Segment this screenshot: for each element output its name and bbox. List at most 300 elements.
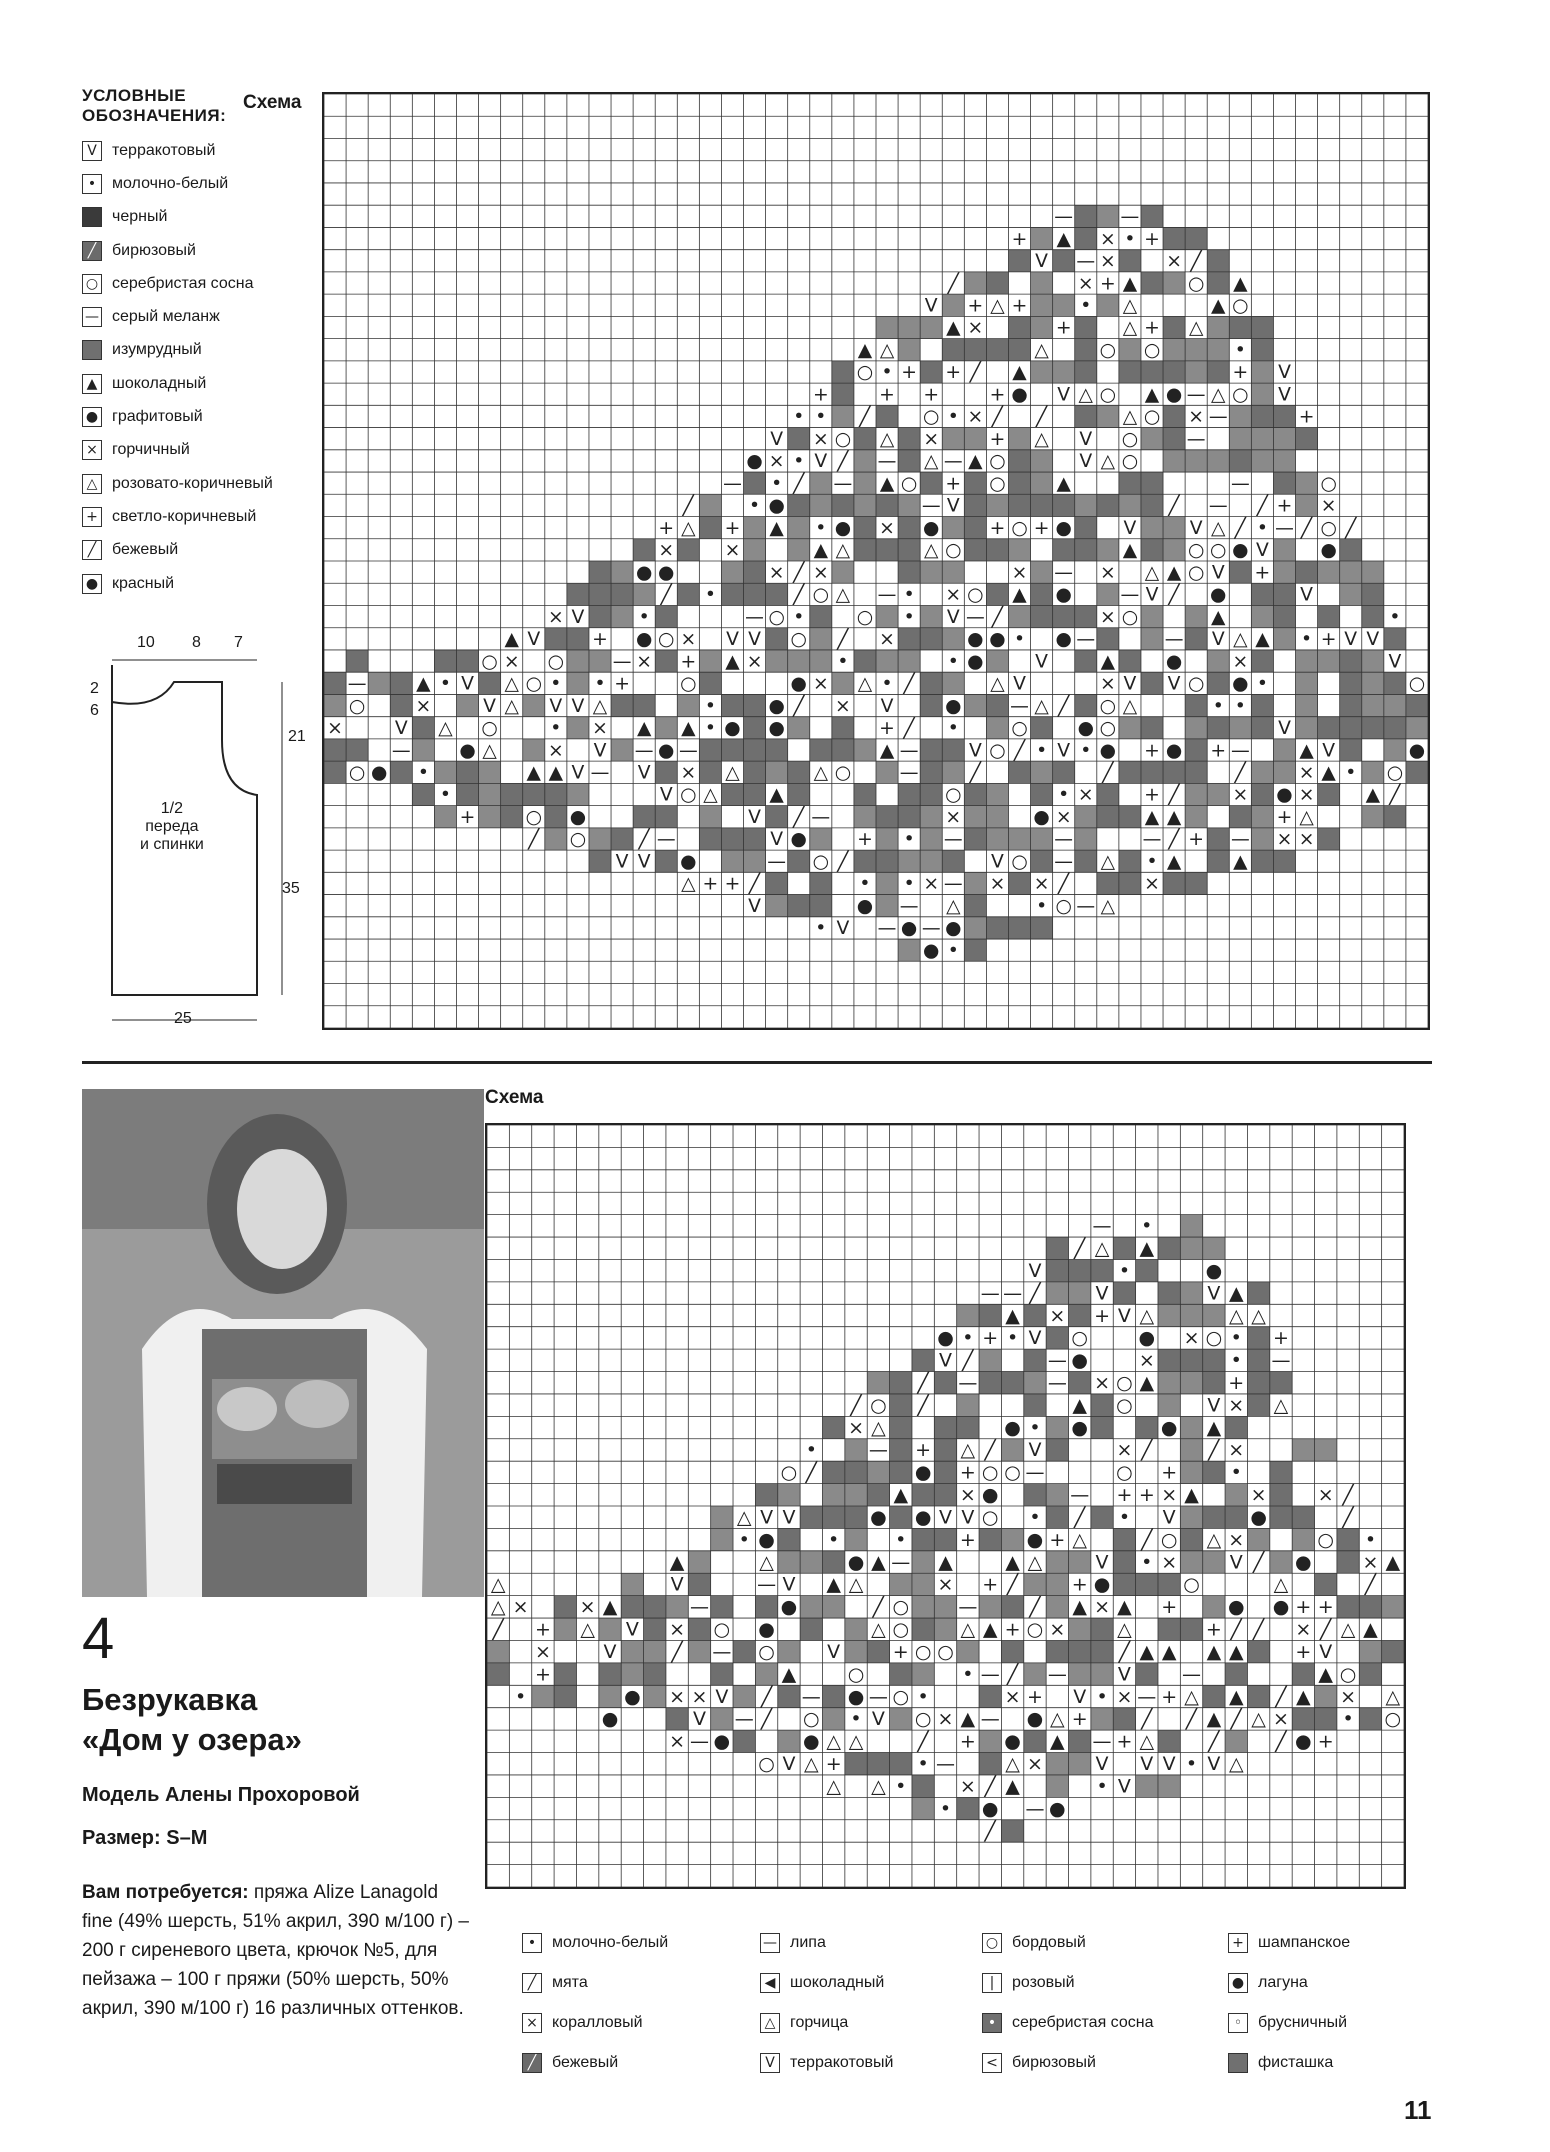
chart-cell-symbol: × bbox=[848, 1416, 864, 1439]
chart-cell-symbol: ▲ bbox=[548, 762, 564, 784]
chart-cell bbox=[942, 739, 964, 761]
chart-cell-symbol: △ bbox=[1299, 806, 1314, 828]
chart-cell bbox=[1318, 828, 1340, 850]
chart-cell bbox=[1207, 450, 1229, 472]
chart-cell bbox=[854, 428, 876, 450]
legend-label: серебристая сосна bbox=[1012, 2014, 1154, 2031]
legend-top-list bbox=[82, 134, 312, 600]
chart-cell-symbol: ▲ bbox=[1318, 1663, 1334, 1686]
chart-cell bbox=[1024, 1730, 1046, 1752]
chart-cell-symbol: × bbox=[592, 718, 608, 740]
chart-cell-symbol: — bbox=[1164, 629, 1184, 651]
chart-cell bbox=[1340, 539, 1362, 561]
chart-cell-symbol: △ bbox=[736, 1506, 752, 1529]
chart-cell bbox=[1203, 1506, 1225, 1528]
chart-cell-symbol: • bbox=[1118, 1259, 1131, 1282]
chart-cell-symbol: V bbox=[1300, 584, 1313, 606]
chart-cell bbox=[699, 806, 721, 828]
chart-cell-symbol: △ bbox=[504, 695, 519, 717]
chart-cell bbox=[876, 806, 898, 828]
chart-cell bbox=[1362, 650, 1384, 672]
chart-cell-symbol: × bbox=[812, 562, 829, 584]
chart-cell-symbol: • bbox=[1080, 295, 1092, 317]
chart-cell bbox=[1008, 917, 1030, 939]
legend-label: брусничный bbox=[1258, 2014, 1348, 2031]
chart-cell bbox=[1340, 739, 1362, 761]
chart-cell-symbol: ● bbox=[758, 1528, 775, 1551]
chart-cell bbox=[1273, 605, 1295, 627]
chart-cell bbox=[545, 828, 567, 850]
chart-cell bbox=[554, 1685, 576, 1707]
chart-cell bbox=[1075, 405, 1097, 427]
chart-cell bbox=[822, 1596, 844, 1618]
legend-label: бирюзовый bbox=[112, 241, 196, 259]
chart-cell bbox=[890, 1663, 912, 1685]
chart-cell bbox=[611, 694, 633, 716]
chart-cell bbox=[1318, 561, 1340, 583]
chart-cell-symbol: ● bbox=[1026, 1708, 1044, 1731]
chart-cell bbox=[1091, 1506, 1113, 1528]
chart-cell bbox=[986, 650, 1008, 672]
chart-cell bbox=[1251, 450, 1273, 472]
legend-label: терракотовый bbox=[112, 141, 216, 159]
chart-cell bbox=[1141, 605, 1163, 627]
chart-cell-symbol: V bbox=[571, 606, 585, 628]
chart-cell bbox=[655, 850, 677, 872]
chart-cell-symbol: V bbox=[1322, 740, 1336, 762]
chart-cell bbox=[845, 1640, 867, 1662]
chart-cell bbox=[1185, 339, 1207, 361]
chart-cell bbox=[699, 672, 721, 694]
chart-cell-symbol: + bbox=[1161, 1461, 1178, 1484]
chart-cell-symbol: • bbox=[1230, 1327, 1242, 1350]
dim-8: 8 bbox=[192, 634, 201, 651]
chart-cell-symbol: — bbox=[678, 740, 698, 762]
chart-cell-symbol: • bbox=[837, 651, 849, 673]
chart-cell-symbol: • bbox=[749, 495, 761, 517]
chart-cell-symbol: × bbox=[1011, 562, 1028, 584]
chart-cell-symbol: — bbox=[877, 584, 897, 606]
legend-title: УСЛОВНЫЕ ОБОЗНАЧЕНИЯ: bbox=[82, 86, 227, 125]
chart-cell bbox=[434, 806, 456, 828]
chart-cell-symbol: — bbox=[943, 451, 963, 473]
chart-cell bbox=[744, 717, 766, 739]
chart-cell-symbol: × bbox=[1049, 1618, 1066, 1641]
chart-cell-symbol: ╱ bbox=[917, 1730, 929, 1753]
chart-cell-symbol: — bbox=[1208, 406, 1228, 428]
chart-cell bbox=[964, 517, 986, 539]
chart-cell bbox=[1075, 517, 1097, 539]
chart-cell-symbol: × bbox=[1116, 1685, 1133, 1708]
chart-cell bbox=[832, 383, 854, 405]
chart-cell-symbol: • bbox=[1212, 695, 1224, 717]
legend-symbol-icon: • bbox=[522, 1933, 542, 1953]
chart-cell-symbol: △ bbox=[1094, 1237, 1110, 1260]
chart-cell-symbol: ● bbox=[768, 718, 785, 740]
chart-cell bbox=[1158, 1573, 1180, 1595]
legend-label: бирюзовый bbox=[1012, 2054, 1096, 2071]
legend-label: бежевый bbox=[112, 541, 179, 559]
chart-cell bbox=[699, 761, 721, 783]
chart-cell-symbol: — bbox=[868, 1439, 888, 1462]
chart-cell-symbol: △ bbox=[1034, 339, 1049, 361]
chart-cell bbox=[644, 1640, 666, 1662]
chart-cell bbox=[711, 1708, 733, 1730]
chart-cell bbox=[920, 850, 942, 872]
chart-cell bbox=[1225, 1416, 1247, 1438]
chart-cell bbox=[611, 561, 633, 583]
chart-cell bbox=[1024, 1573, 1046, 1595]
chart-cell bbox=[912, 1573, 934, 1595]
chart-cell bbox=[1251, 605, 1273, 627]
chart-cell-symbol: × bbox=[1228, 1394, 1245, 1417]
chart-cell-symbol: — bbox=[1054, 562, 1074, 584]
chart-cell-symbol: + bbox=[1071, 1573, 1088, 1596]
chart-cell-symbol: + bbox=[1161, 1685, 1178, 1708]
chart-cell-symbol: V bbox=[748, 895, 761, 917]
chart-cell bbox=[964, 494, 986, 516]
chart-cell bbox=[964, 539, 986, 561]
chart-cell-symbol: ● bbox=[1232, 540, 1249, 562]
chart-cell bbox=[800, 1551, 822, 1573]
chart-cell bbox=[1340, 561, 1362, 583]
chart-cell-symbol: • bbox=[805, 1439, 817, 1462]
chart-cell-symbol: ╱ bbox=[1058, 695, 1070, 717]
chart-cell-symbol: + bbox=[945, 362, 962, 384]
chart-cell-symbol: — bbox=[958, 1372, 978, 1395]
chart-cell bbox=[1053, 294, 1075, 316]
chart-cell-symbol: — bbox=[1054, 851, 1074, 873]
chart-cell bbox=[890, 1506, 912, 1528]
chart-cell-symbol: ╱ bbox=[969, 762, 982, 784]
chart-cell bbox=[733, 1730, 755, 1752]
chart-cell-symbol: ▲ bbox=[781, 1663, 797, 1686]
chart-cell-symbol: ╱ bbox=[682, 495, 694, 517]
chart-cell-symbol: — bbox=[1010, 695, 1029, 717]
chart-cell-symbol: V bbox=[1319, 1640, 1333, 1663]
chart-cell bbox=[567, 628, 589, 650]
chart-cell-symbol: ╱ bbox=[793, 584, 805, 606]
chart-cell-symbol: ● bbox=[1093, 1573, 1111, 1596]
chart-cell-symbol: ╱ bbox=[1234, 517, 1246, 539]
legend-bottom-item bbox=[1228, 1925, 1442, 1961]
chart-cell bbox=[832, 405, 854, 427]
chart-cell bbox=[688, 1640, 710, 1662]
chart-cell-symbol: △ bbox=[1122, 695, 1138, 717]
chart-cell-symbol: + bbox=[1254, 562, 1271, 584]
chart-cell-symbol: ╱ bbox=[1006, 1663, 1019, 1686]
chart-cell bbox=[479, 761, 501, 783]
chart-cell-symbol: + bbox=[1205, 1618, 1222, 1641]
chart-cell-symbol: + bbox=[1161, 1596, 1178, 1619]
chart-cell-symbol: • bbox=[947, 718, 959, 740]
chart-cell-symbol: ▲ bbox=[504, 629, 519, 651]
chart-cell bbox=[1292, 1528, 1314, 1550]
chart-cell bbox=[1069, 1282, 1091, 1304]
chart-cell-symbol: ○ bbox=[1011, 851, 1028, 873]
chart-cell-symbol: ● bbox=[459, 740, 476, 762]
chart-cell bbox=[744, 739, 766, 761]
chart-cell-symbol: ╱ bbox=[903, 718, 915, 740]
chart-cell bbox=[1251, 316, 1273, 338]
chart-cell bbox=[867, 1461, 889, 1483]
chart-cell-symbol: × bbox=[1232, 651, 1249, 673]
chart-cell bbox=[1292, 1506, 1314, 1528]
chart-cell bbox=[412, 739, 434, 761]
chart-cell-symbol: V bbox=[782, 1753, 796, 1776]
chart-cell bbox=[1180, 1439, 1202, 1461]
chart-cell bbox=[589, 561, 611, 583]
chart-cell-symbol: — bbox=[590, 762, 610, 784]
legend-label: шоколадный bbox=[790, 1974, 885, 1991]
chart-cell bbox=[1185, 694, 1207, 716]
chart-cell-symbol: × bbox=[512, 1596, 529, 1619]
chart-cell bbox=[1091, 1394, 1113, 1416]
chart-cell-symbol: ╱ bbox=[984, 1439, 996, 1462]
legend-label: коралловый bbox=[552, 2014, 643, 2031]
chart-cell-symbol: ● bbox=[1165, 740, 1183, 762]
legend-symbol-icon: — bbox=[760, 1933, 780, 1953]
chart-cell bbox=[644, 1596, 666, 1618]
legend-label: серый меланж bbox=[112, 308, 220, 326]
chart-cell bbox=[1362, 672, 1384, 694]
chart-cell bbox=[898, 561, 920, 583]
chart-cell bbox=[1008, 472, 1030, 494]
chart-cell-symbol: ╱ bbox=[1300, 517, 1313, 539]
chart-cell-symbol: ╱ bbox=[660, 584, 672, 606]
chart-cell bbox=[1296, 494, 1318, 516]
chart-cell bbox=[1296, 717, 1318, 739]
chart-cell bbox=[1270, 1372, 1292, 1394]
chart-cell bbox=[979, 1596, 1001, 1618]
chart-cell-symbol: △ bbox=[759, 1551, 774, 1574]
chart-cell bbox=[986, 917, 1008, 939]
chart-cell-symbol: • bbox=[514, 1685, 527, 1708]
chart-cell bbox=[324, 739, 346, 761]
chart-cell bbox=[912, 1349, 934, 1371]
chart-cell-symbol: — bbox=[811, 806, 831, 828]
chart-cell bbox=[1296, 672, 1318, 694]
chart-cell-symbol: ╱ bbox=[1013, 740, 1026, 762]
chart-cell bbox=[1163, 316, 1185, 338]
chart-cell-symbol: ▲ bbox=[1005, 1304, 1020, 1327]
chart-cell bbox=[1359, 1640, 1381, 1662]
chart-cell-symbol: ▲ bbox=[946, 317, 961, 339]
chart-cell bbox=[854, 517, 876, 539]
chart-cell bbox=[721, 739, 743, 761]
chart-cell bbox=[1337, 1528, 1359, 1550]
chart-cell bbox=[1273, 739, 1295, 761]
chart-cell-symbol: + bbox=[967, 295, 984, 317]
chart-cell bbox=[986, 828, 1008, 850]
chart-cell-symbol: ╱ bbox=[805, 1461, 818, 1484]
chart-cell bbox=[1251, 828, 1273, 850]
chart-cell bbox=[721, 783, 743, 805]
chart-cell-symbol: + bbox=[1144, 740, 1160, 762]
chart-cell-symbol: × bbox=[1099, 562, 1116, 584]
chart-cell bbox=[942, 850, 964, 872]
chart-cell bbox=[1207, 339, 1229, 361]
chart-cell bbox=[1180, 1304, 1202, 1326]
chart-cell bbox=[957, 1797, 979, 1819]
chart-cell-symbol: — bbox=[943, 873, 963, 895]
chart-cell-symbol: V bbox=[1162, 1506, 1176, 1529]
legend-top-item bbox=[82, 201, 312, 234]
chart-cell-symbol: △ bbox=[990, 673, 1005, 695]
chart-cell bbox=[1273, 583, 1295, 605]
chart-cell-symbol: V bbox=[1057, 740, 1071, 762]
chart-cell-symbol: △ bbox=[1385, 1685, 1401, 1708]
chart-cell-symbol: — bbox=[1137, 1685, 1157, 1708]
chart-cell-symbol: ● bbox=[1160, 1416, 1178, 1439]
chart-cell bbox=[854, 783, 876, 805]
legend-symbol-icon: ○ bbox=[82, 274, 102, 294]
chart-cell bbox=[920, 628, 942, 650]
chart-cell bbox=[979, 1730, 1001, 1752]
chart-cell-symbol: ● bbox=[914, 1506, 932, 1529]
chart-cell-symbol: ○ bbox=[1011, 517, 1028, 539]
chart-cell bbox=[1247, 1349, 1269, 1371]
chart-cell-symbol: △ bbox=[490, 1573, 506, 1596]
chart-cell bbox=[964, 828, 986, 850]
chart-cell-symbol: ● bbox=[635, 629, 653, 651]
legend-symbol-icon: ◀ bbox=[760, 1973, 780, 1993]
chart-cell bbox=[545, 628, 567, 650]
chart-cell bbox=[1075, 828, 1097, 850]
chart-cell bbox=[1362, 561, 1384, 583]
chart-cell-symbol: ○ bbox=[525, 806, 542, 828]
legend-bottom-item bbox=[982, 1925, 1228, 1961]
chart-cell-symbol: • bbox=[1230, 1461, 1242, 1484]
chart-cell-symbol: × bbox=[1116, 1439, 1133, 1462]
chart-cell-symbol: ○ bbox=[680, 673, 697, 695]
chart-cell-symbol: ○ bbox=[1408, 673, 1426, 695]
chart-cell-symbol: V bbox=[637, 762, 651, 784]
chart-cell-symbol: + bbox=[1033, 517, 1050, 539]
chart-cell-symbol: ▲ bbox=[1012, 584, 1027, 606]
chart-cell-symbol: ▲ bbox=[1122, 540, 1138, 562]
chart-cell-symbol: ○ bbox=[812, 851, 829, 873]
chart-cell bbox=[1113, 1237, 1135, 1259]
chart-cell bbox=[1229, 450, 1251, 472]
chart-cell-symbol: V bbox=[1035, 651, 1049, 673]
chart-cell bbox=[501, 783, 523, 805]
chart-cell-symbol: • bbox=[1096, 1775, 1108, 1798]
chart-cell bbox=[1046, 1753, 1068, 1775]
chart-cell-symbol: • bbox=[1230, 1349, 1242, 1372]
schema-label-top: Схема bbox=[243, 92, 302, 113]
chart-cell-symbol: + bbox=[1320, 629, 1337, 651]
chart-cell-symbol: ● bbox=[1055, 584, 1072, 606]
chart-cell bbox=[1158, 1237, 1180, 1259]
legend-top-item bbox=[82, 567, 312, 600]
chart-cell bbox=[390, 761, 412, 783]
chart-cell bbox=[1075, 806, 1097, 828]
legend-symbol-icon: ● bbox=[1228, 1973, 1248, 1993]
chart-cell bbox=[822, 1461, 844, 1483]
chart-cell bbox=[964, 339, 986, 361]
chart-cell bbox=[1001, 1596, 1023, 1618]
chart-cell-symbol: △ bbox=[504, 673, 519, 695]
chart-cell-symbol: ╱ bbox=[991, 606, 1004, 628]
chart-cell bbox=[1158, 1618, 1180, 1640]
chart-cell-symbol: V bbox=[1278, 362, 1291, 384]
chart-cell-symbol: V bbox=[1035, 251, 1049, 273]
chart-cell-symbol: + bbox=[1228, 1372, 1245, 1395]
chart-cell bbox=[890, 1708, 912, 1730]
chart-cell bbox=[876, 650, 898, 672]
chart-cell-symbol: ○ bbox=[1339, 1663, 1357, 1686]
chart-cell bbox=[854, 850, 876, 872]
chart-cell-symbol: △ bbox=[1078, 384, 1093, 406]
chart-cell bbox=[854, 739, 876, 761]
chart-cell bbox=[898, 428, 920, 450]
chart-cell bbox=[810, 628, 832, 650]
chart-cell bbox=[1229, 428, 1251, 450]
chart-cell bbox=[567, 717, 589, 739]
chart-cell-symbol: • bbox=[1345, 762, 1357, 784]
chart-cell bbox=[1340, 717, 1362, 739]
chart-cell-symbol: ● bbox=[624, 1685, 641, 1708]
legend-bottom-item bbox=[1228, 2005, 1442, 2041]
chart-cell bbox=[1251, 339, 1273, 361]
chart-cell bbox=[1203, 1349, 1225, 1371]
chart-cell bbox=[744, 561, 766, 583]
chart-cell bbox=[1163, 405, 1185, 427]
chart-cell bbox=[890, 1416, 912, 1438]
chart-cell-symbol: × bbox=[1317, 1484, 1334, 1507]
chart-cell-symbol: • bbox=[903, 873, 915, 895]
chart-cell bbox=[621, 1663, 643, 1685]
chart-cell-symbol: + bbox=[1138, 1484, 1155, 1507]
chart-cell bbox=[1091, 1618, 1113, 1640]
chart-cell bbox=[934, 1596, 956, 1618]
chart-cell bbox=[1136, 1573, 1158, 1595]
chart-cell-symbol: • bbox=[704, 718, 716, 740]
legend-symbol-icon bbox=[82, 207, 102, 227]
chart-cell bbox=[589, 583, 611, 605]
chart-cell-symbol: ▲ bbox=[1206, 1416, 1222, 1439]
chart-cell-symbol: ▲ bbox=[681, 718, 696, 740]
chart-cell-symbol: ○ bbox=[945, 784, 962, 806]
chart-cell-symbol: × bbox=[1166, 251, 1182, 273]
chart-cell-symbol: ▲ bbox=[1385, 1551, 1401, 1574]
chart-cell-symbol: △ bbox=[1228, 1304, 1244, 1327]
chart-cell-symbol: ╱ bbox=[1168, 829, 1180, 851]
chart-cell-symbol: — bbox=[1076, 895, 1096, 917]
chart-grid-bottom bbox=[485, 1123, 1406, 1889]
chart-cell-symbol: ○ bbox=[1116, 1461, 1133, 1484]
chart-cell-symbol: △ bbox=[1100, 895, 1116, 917]
chart-cell-symbol: ▲ bbox=[879, 473, 895, 495]
chart-cell-symbol: • bbox=[895, 1528, 907, 1551]
chart-cell bbox=[456, 694, 478, 716]
chart-cell-symbol: • bbox=[1013, 629, 1026, 651]
chart-cell bbox=[766, 628, 788, 650]
chart-cell bbox=[1075, 850, 1097, 872]
chart-cell-symbol: △ bbox=[960, 1618, 976, 1641]
chart-cell bbox=[810, 472, 832, 494]
chart-cell-symbol: — bbox=[689, 1730, 709, 1753]
piece-label bbox=[140, 800, 204, 854]
chart-cell-symbol: △ bbox=[1072, 1528, 1088, 1551]
chart-cell bbox=[854, 494, 876, 516]
chart-cell bbox=[920, 761, 942, 783]
chart-cell bbox=[1097, 494, 1119, 516]
chart-cell bbox=[711, 1528, 733, 1550]
chart-cell-symbol: ● bbox=[967, 629, 984, 651]
chart-cell-symbol: + bbox=[945, 473, 962, 495]
